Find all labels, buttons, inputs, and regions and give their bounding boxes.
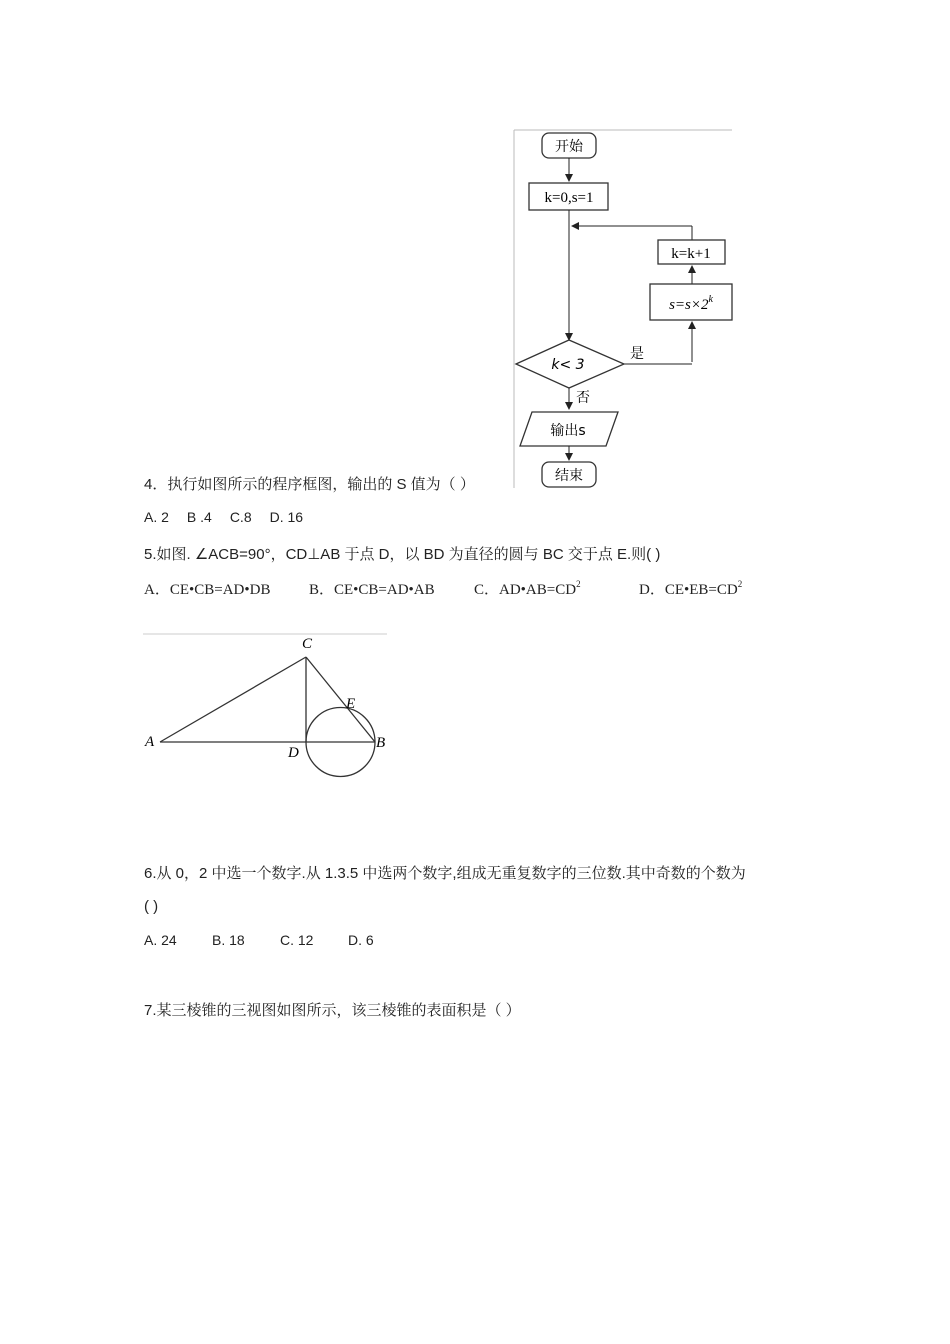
label-c: C [302,636,313,652]
label-b: B [376,735,386,751]
q6-option-b: B. 18 [212,932,245,948]
q5-option-b [309,578,474,599]
flowchart-yes-label: 是 [630,346,644,362]
flowchart-start-text: 开始 [555,139,583,155]
q5-options [144,578,742,599]
flowchart-update-text [669,294,713,313]
flowchart-update-main: s=s×2 [669,297,709,313]
q6-option-d: D. 6 [348,932,374,948]
segment-ac [160,657,306,742]
q6-stem: 6.从 0，2 中选一个数字.从 1.3.5 中选两个数字,组成无重复数字的三位数.其中奇数的个数为 [144,865,746,882]
q5-option-d-label: D．CE•EB=CD [639,582,738,598]
label-d: D [288,745,299,761]
flowchart-init-text: k=0,s=1 [544,190,594,206]
flowchart-increment-text: k=k+1 [671,246,711,262]
q5-stem: 5.如图. ∠ACB=90°，CD⊥AB 于点 D，以 BD 为直径的圆与 BC 交于点 E.则( ) [144,546,661,563]
triangle-circle-figure [140,630,390,785]
label-a: A [145,734,155,750]
flowchart-figure [510,126,740,492]
flowchart-decision-text: k< 3 [551,357,585,373]
q6-option-c: C. 12 [280,932,314,948]
flowchart-end-text: 结束 [555,468,583,484]
q4-options [144,509,303,525]
q6-blank: ( ) [144,898,159,915]
q4-option-d: D. 16 [269,509,304,525]
q5-option-a [144,578,309,599]
flowchart-update-exp: k [708,294,713,305]
q4-option-a: A. 2 [144,509,169,525]
q6-option-a: A. 24 [144,932,177,948]
q4-option-b: B .4 [186,509,212,525]
q5-option-c-label: C．AD•AB=CD [474,582,577,598]
q5-option-b-label: B．CE•CB=AD•AB [309,582,435,598]
q7-stem: 7.某三棱锥的三视图如图所示，该三棱锥的表面积是（ ） [144,1002,521,1019]
q5-option-d-sup: 2 [737,579,743,589]
q5-option-d [639,578,742,599]
q6-options [144,932,374,948]
q5-option-a-label: A．CE•CB=AD•DB [144,582,271,598]
q4-stem: 4．执行如图所示的程序框图，输出的 S 值为（ ） [144,476,475,493]
label-e: E [346,696,356,712]
q5-option-c-sup: 2 [576,579,581,589]
q5-option-c [474,578,639,599]
flowchart-no-label: 否 [576,390,590,406]
flowchart-output-text: 输出s [550,423,586,439]
q4-option-c: C.8 [229,509,252,525]
segment-cb [306,657,375,742]
